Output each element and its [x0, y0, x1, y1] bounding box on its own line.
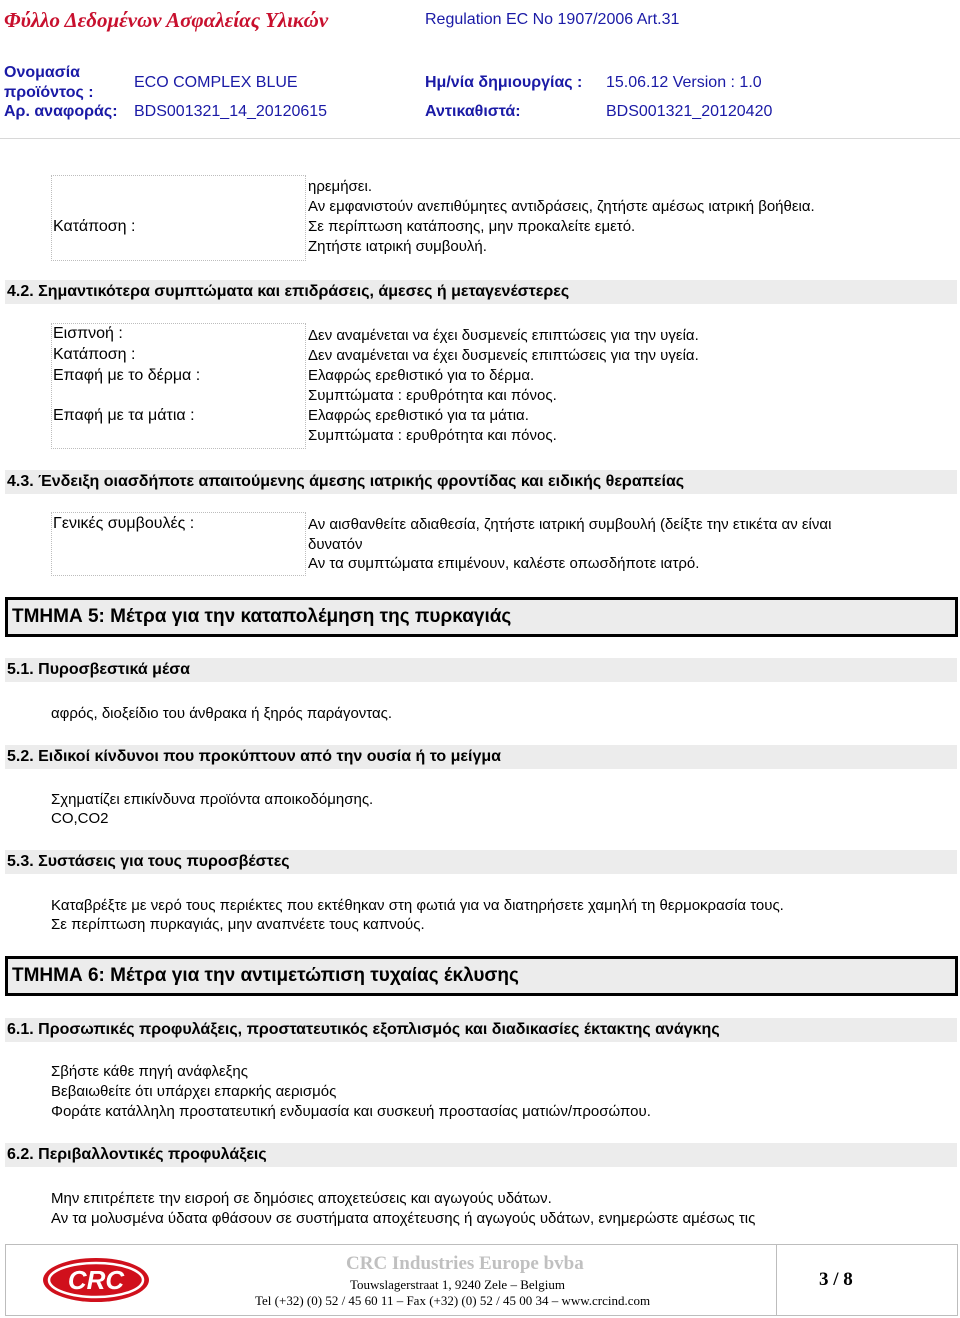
symptom-line: Συμπτώματα : ερυθρότητα και πόνος. — [308, 427, 557, 444]
firefighter-advice-line: Καταβρέξτε με νερό τους περιέκτες που εκτέθηκαν στη φωτιά για να διατηρήσετε χαμηλή τη θερμοκρασία τους. — [51, 897, 784, 914]
regulation-reference: Regulation EC No 1907/2006 Art.31 — [425, 11, 680, 28]
section-6-heading — [5, 956, 958, 996]
symptom-line: Ελαφρώς ερεθιστικό για το δέρμα. — [308, 367, 535, 384]
symptom-line: Ελαφρώς ερεθιστικό για τα μάτια. — [308, 407, 529, 424]
advice-line: Αν τα συμπτώματα επιμένουν, καλέστε οπωσδήποτε ιατρό. — [308, 555, 700, 572]
inhalation-label: Εισπνοή : — [53, 325, 123, 342]
heading-text: 6.2. Περιβαλλοντικές προφυλάξεις — [7, 1146, 267, 1163]
product-name-label: Ονομασία — [4, 64, 80, 81]
section-5-heading — [5, 597, 958, 637]
heading-text: 4.2. Σημαντικότερα συμπτώματα και επιδράσεις, άμεσες ή μεταγενέστερες — [7, 283, 570, 300]
environmental-precaution-line: Μην επιτρέπετε την εισροή σε δημόσιες αποχετεύσεις και αγωγούς υδάτων. — [51, 1190, 552, 1207]
subsection-heading-6-1 — [5, 1018, 957, 1042]
ingestion-line: ηρεμήσει. — [308, 178, 372, 195]
crc-logo — [42, 1257, 150, 1303]
personal-precaution-line: Βεβαιωθείτε ότι υπάρχει επαρκής αερισμός — [51, 1083, 337, 1100]
ingestion-label: Κατάποση : — [53, 218, 136, 235]
header-divider — [0, 138, 960, 139]
ingestion-label: Κατάποση : — [53, 346, 136, 363]
product-name-label-2: προϊόντος : — [4, 84, 94, 101]
ingestion-cell-divider — [305, 175, 306, 259]
special-hazard-line: Σχηματίζει επικίνδυνα προϊόντα αποικοδόμησης. — [51, 791, 374, 808]
skin-contact-label: Επαφή με το δέρμα : — [53, 367, 201, 384]
heading-text: ΤΜΗΜΑ 5: Μέτρα για την καταπολέμηση της πυρκαγιάς — [12, 606, 512, 627]
advice-line: δυνατόν — [308, 536, 363, 553]
ingestion-line: Ζητήστε ιατρική συμβουλή. — [308, 238, 487, 255]
extinguishing-media: αφρός, διοξείδιο του άνθρακα ή ξηρός παράγοντας. — [51, 705, 393, 722]
creation-date-value: 15.06.12 Version : 1.0 — [606, 74, 762, 91]
symptom-line: Δεν αναμένεται να έχει δυσμενείς επιπτώσεις για την υγεία. — [308, 327, 699, 344]
company-address: Touwslagerstraat 1, 9240 Zele – Belgium — [350, 1277, 565, 1292]
symptoms-cell-divider — [305, 323, 306, 447]
heading-text: ΤΜΗΜΑ 6: Μέτρα για την αντιμετώπιση τυχαίας έκλυσης — [12, 965, 519, 986]
heading-text: 5.2. Ειδικοί κίνδυνοι που προκύπτουν από την ουσία ή το μείγμα — [7, 748, 501, 765]
ingestion-line: Σε περίπτωση κατάποσης, μην προκαλείτε εμετό. — [308, 218, 636, 235]
heading-text: 6.1. Προσωπικές προφυλάξεις, προστατευτικός εξοπλισμός και διαδικασίες έκτακτης ανάγκης — [7, 1021, 720, 1038]
firefighter-advice-line: Σε περίπτωση πυρκαγιάς, μην αναπνέετε τους καπνούς. — [51, 916, 425, 933]
subsection-heading-4-3 — [5, 470, 957, 494]
subsection-heading-5-2 — [5, 745, 957, 769]
general-advice-label: Γενικές συμβουλές : — [53, 515, 195, 532]
footer-divider — [776, 1245, 777, 1315]
subsection-heading-5-3 — [5, 850, 957, 874]
page-footer — [5, 1244, 958, 1316]
subsection-heading-6-2 — [5, 1143, 957, 1167]
reference-label: Αρ. αναφοράς: — [4, 103, 118, 120]
personal-precaution-line: Σβήστε κάθε πηγή ανάφλεξης — [51, 1063, 248, 1080]
company-contact: Tel (+32) (0) 52 / 45 60 11 – Fax (+32) (0) 52 / 45 00 34 – www.crcind.com — [255, 1293, 651, 1308]
symptom-line: Συμπτώματα : ερυθρότητα και πόνος. — [308, 387, 557, 404]
heading-text: 5.1. Πυροσβεστικά μέσα — [7, 661, 190, 678]
advice-cell-divider — [305, 512, 306, 574]
special-hazard-line: CO,CO2 — [51, 810, 109, 827]
replaces-label: Αντικαθιστά: — [425, 103, 521, 120]
reference-value: BDS001321_14_20120615 — [134, 103, 328, 120]
creation-date-label: Ημ/νία δημιουργίας : — [425, 74, 583, 91]
advice-line: Αν αισθανθείτε αδιαθεσία, ζητήστε ιατρική συμβουλή (δείξτε την ετικέτα αν είναι — [308, 516, 832, 533]
heading-text: 5.3. Συστάσεις για τους πυροσβέστες — [7, 853, 290, 870]
heading-text: 4.3. Ένδειξη οιασδήποτε απαιτούμενης άμεσης ιατρικής φροντίδας και ειδικής θεραπείας — [7, 473, 685, 490]
company-name: CRC Industries Europe bvba — [346, 1253, 584, 1274]
environmental-precaution-line: Αν τα μολυσμένα ύδατα φθάσουν σε συστήματα αποχέτευσης ή αγωγούς υδάτων, ενημερώστε αμέσως τις — [51, 1210, 756, 1227]
document-title: Φύλλο Δεδομένων Ασφαλείας Υλικών — [4, 8, 329, 32]
symptom-line: Δεν αναμένεται να έχει δυσμενείς επιπτώσεις για την υγεία. — [308, 347, 699, 364]
personal-precaution-line: Φοράτε κατάλληλη προστατευτική ενδυμασία και συσκευή προστασίας ματιών/προσώπου. — [51, 1103, 651, 1120]
product-name: ECO COMPLEX BLUE — [134, 74, 298, 91]
page-number: 3 / 8 — [819, 1269, 853, 1290]
subsection-heading-5-1 — [5, 658, 957, 682]
logo-lettering: CRC — [67, 1265, 125, 1295]
subsection-heading-4-2 — [5, 280, 957, 304]
eye-contact-label: Επαφή με τα μάτια : — [53, 407, 195, 424]
replaces-value: BDS001321_20120420 — [606, 103, 773, 120]
ingestion-line: Αν εμφανιστούν ανεπιθύμητες αντιδράσεις, ζητήστε αμέσως ιατρική βοήθεια. — [308, 198, 815, 215]
